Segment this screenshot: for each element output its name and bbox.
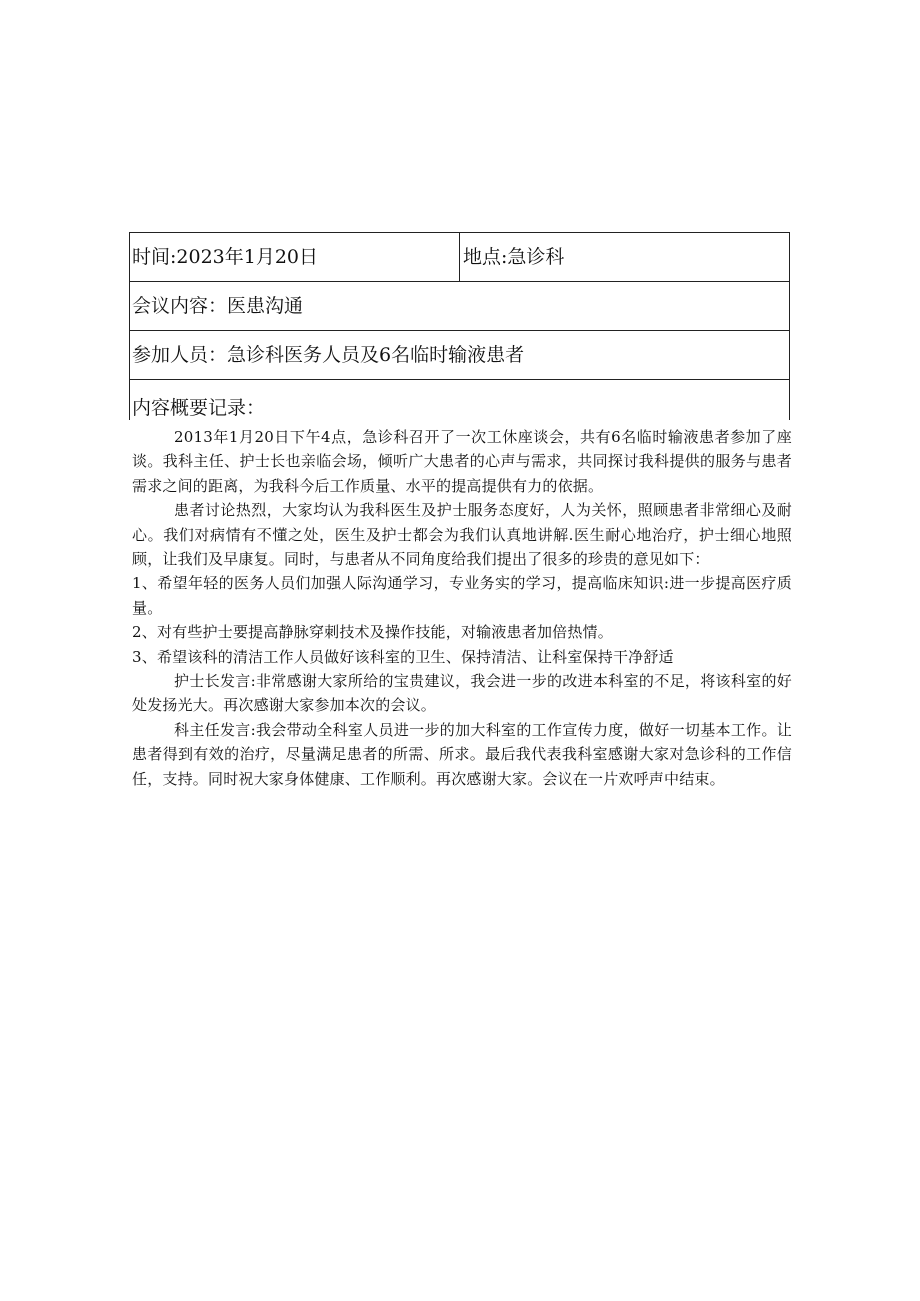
participants-row xyxy=(130,331,789,380)
paragraph-intro: 2013年1月20日下午4点，急诊科召开了一次工休座谈会，共有6名临时输液患者参加了座谈。我科主任、护士长也亲临会场，倾听广大患者的心声与需求，共同探讨我科提供的服务与患者需求之间的距离，为我科今后工作质量、水平的提高提供有力的依据。 xyxy=(132,428,792,495)
paragraph-director-speech: 科主任发言:我会带动全科室人员进一步的加大科室的工作宣传力度，做好一切基本工作。让患者得到有效的治疗，尽量满足患者的所需、所求。最后我代表我科室感谢大家对急诊科的工作信任，支持。同时祝大家身体健康、工作顺利。再次感谢大家。会议在一片欢呼声中结束。 xyxy=(132,720,792,788)
paragraph-head-nurse-speech: 护士长发言:非常感谢大家所给的宝贵建议，我会进一步的改进本科室的不足，将该科室的好处发扬光大。再次感谢大家参加本次的会议。 xyxy=(132,672,792,715)
meeting-participants: 参加人员：急诊科医务人员及6名临时输液患者 xyxy=(132,343,525,366)
suggestion-item-3: 3、希望该科的清洁工作人员做好该科室的卫生、保持清洁、让科室保持干净舒适 xyxy=(132,647,674,666)
meeting-minutes-body xyxy=(132,425,792,791)
topic-row xyxy=(130,282,789,331)
meeting-info-table xyxy=(129,232,790,420)
suggestion-item-2: 2、对有些护士要提高静脉穿刺技术及操作技能，对输液患者加倍热情。 xyxy=(132,623,613,642)
meeting-topic: 会议内容：医患沟通 xyxy=(132,294,304,317)
meeting-location: 地点:急诊科 xyxy=(463,245,565,268)
meeting-time: 时间:2023年1月20日 xyxy=(130,233,460,281)
summary-label: 内容概要记录： xyxy=(132,397,266,419)
summary-label-row xyxy=(130,380,789,420)
suggestion-item-1: 1、希望年轻的医务人员们加强人际沟通学习，专业务实的学习，提高临床知识:进一步提高医疗质量。 xyxy=(132,574,792,617)
paragraph-patient-feedback: 患者讨论热烈，大家均认为我科医生及护士服务态度好，人为关怀，照顾患者非常细心及耐心。我们对病情有不懂之处，医生及护士都会为我们认真地讲解.医生耐心地治疗，护士细心地照顾，让我们及早康复。同时，与患者从不同角度给我们提出了很多的珍贵的意见如下： xyxy=(132,501,792,569)
time-location-row xyxy=(130,233,789,282)
